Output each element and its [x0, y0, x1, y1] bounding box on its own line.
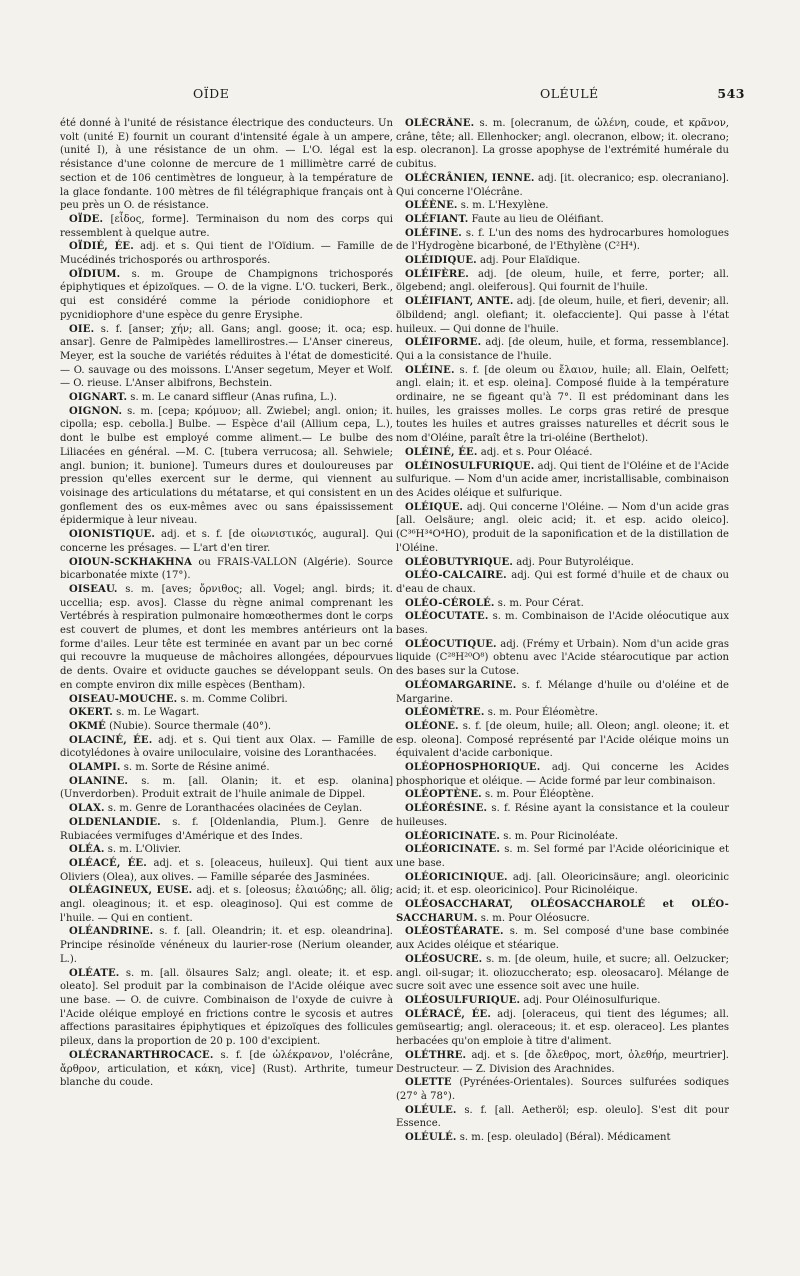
entry-definition: s. f. [Oldenlandia, Plum.]. Genre de Rubiacées vermifuges d'Amérique et des Indes. — [60, 816, 393, 842]
entry-definition: s. f. [all. Oleandrin; it. et esp. oleandrina]. Principe résinoïde vénéneux du laurier-rose (Nerium oleander, L.). — [60, 926, 393, 965]
entry-headword: OLÉOPTÈNE. — [405, 789, 482, 801]
entry-definition: s. f. [de oleum ou ἔλαιον, huile; all. Elain, Oelfett; angl. elain; it. et esp. oleina]. Composé fluide à la température ordinaire, ne se figeant qu'à 7°. Il est prédominant dans les huiles, les graisses molles. Le corps gras retiré de presque toutes les huiles et autres graisses naturelles et décrit sous le nom d'Oléine, paraît être la tri-oléine (Berthelot). — [396, 364, 729, 445]
entry-definition: adj. Qui concerne l'Oléine. — Nom d'un acide gras [all. Oelsäure; angl. oleic acid; it. et esp. acido oleico]. (C³⁶H³⁴O⁴HO), produit de la saponification et de la distillation de l'Oléine. — [396, 501, 729, 554]
entry-headword: OÏDIUM. — [69, 268, 121, 280]
entry-headword: OLÉTHRE. — [405, 1049, 467, 1061]
dictionary-entry — [60, 720, 393, 734]
entry-headword: OKMÉ — [69, 720, 106, 732]
entry-definition: adj. Qui est formé d'huile et de chaux ou d'eau de chaux. — [396, 570, 729, 595]
dictionary-entry — [60, 583, 393, 693]
dictionary-entry — [396, 1131, 729, 1145]
entry-definition: s. m. Pour Cérat. — [497, 597, 584, 609]
dictionary-entry — [396, 761, 729, 788]
entry-headword: OLÉIFÈRE. — [405, 268, 469, 280]
entry-headword: OLÉCRANARTHROCACE. — [69, 1049, 214, 1061]
dictionary-entry — [396, 953, 729, 994]
dictionary-entry — [396, 227, 729, 254]
entry-definition: adj. Pour Elaïdique. — [480, 255, 581, 267]
entry-definition: s. f. [all. Aetheröl; esp. oleulo]. S'est dit pour Essence. — [396, 1104, 729, 1130]
entry-headword: OLÉINÉ, ÉE. — [405, 446, 478, 458]
entry-definition: adj. et s. [oleosus; ἐλαιώδης; all. ölig; angl. oleaginous; it. et esp. oleaginoso]. Qui est comme de l'huile. — Qui en contient. — [60, 885, 393, 924]
dictionary-entry — [396, 871, 729, 898]
entry-definition: adj. [all. Oleoricinsäure; angl. oleoricinic acid; it. et esp. oleoricinico]. Pour Ricinoléique. — [396, 871, 729, 897]
dictionary-entry — [60, 693, 393, 707]
entry-headword: OLÉOMARGARINE. — [405, 679, 517, 691]
entry-definition: s. m. [olecranum, de ὠλένη, coude, et κρᾶνον, crâne, tête; all. Ellenhocker; angl. olecranon, elbow; it. olecrano; esp. olecranon]. La grosse apophyse de l'extrémité humérale du cubitus. — [396, 118, 729, 171]
dictionary-entry — [60, 706, 393, 720]
dictionary-entry — [396, 336, 729, 363]
entry-headword: OLÉO-CALCAIRE. — [405, 570, 507, 582]
entry-definition: s. m. Pour Ricinoléate. — [503, 830, 619, 842]
entry-definition: (Pyrénées-Orientales). Sources sulfurées sodiques (27° à 78°). — [396, 1077, 729, 1102]
entry-headword: OLÉINOSULFURIQUE. — [405, 460, 535, 472]
dictionary-entry — [396, 830, 729, 844]
dictionary-entry — [60, 528, 393, 555]
entry-definition: s. f. [de oleum, huile; all. Oleon; angl. oleone; it. et esp. oleona]. Composé représenté par l'Acide oléique moins un équivalent d'acide carbonique. — [396, 720, 729, 760]
entry-definition: adj. Pour Butyroléique. — [516, 556, 634, 568]
entry-headword: OLÉCRÂNIEN, IENNE. — [405, 172, 535, 184]
dictionary-entry — [396, 1049, 729, 1076]
entry-headword: OIGNART. — [69, 392, 128, 404]
entry-definition: adj. et s. f. [de οἰωνιστικός, augural]. Qui concerne les présages. — L'art d'en tirer. — [60, 529, 393, 554]
dictionary-entry — [396, 1076, 729, 1103]
entry-definition: s. m. L'Olivier. — [107, 844, 182, 856]
entry-headword: OLÉULÉ. — [405, 1132, 457, 1144]
entry-headword: OLÉORÉSINE. — [405, 803, 488, 815]
entry-headword: OLÉÈNE. — [405, 200, 458, 212]
entry-definition: [εἶδος, forme]. Terminaison du nom des corps qui ressemblent à quelque autre. — [60, 213, 393, 239]
dictionary-entry — [396, 501, 729, 556]
entry-headword: OLAMPI. — [69, 762, 121, 774]
entry-headword: OIE. — [69, 323, 95, 335]
running-header — [55, 86, 745, 104]
dictionary-entry — [396, 364, 729, 446]
entry-definition: s. m. [de oleum, huile, et sucre; all. Oelzucker; angl. oil-sugar; it. oliozuccherato; esp. oleosacaro]. Mélange de sucre soit avec une essence soit avec une huile. — [396, 953, 729, 993]
entry-headword: OLDENLANDIE. — [69, 816, 161, 828]
dictionary-entry — [396, 117, 729, 172]
dictionary-entry — [396, 172, 729, 199]
entry-definition: adj. Qui concerne les Acides phosphorique et oléique. — Acide formé par leur combinaison. — [396, 762, 729, 787]
entry-definition: s. f. L'un des noms des hydrocarbures homologues de l'Hydrogène bicarboné, de l'Ethylène (C²H⁴). — [396, 227, 729, 253]
dictionary-entry — [60, 843, 393, 857]
dictionary-entry — [396, 679, 729, 706]
entry-definition: s. m. Combinaison de l'Acide oléocutique aux bases. — [396, 611, 729, 637]
entry-headword: OIGNON. — [69, 405, 123, 417]
entry-headword: OLANINE. — [69, 775, 129, 787]
entry-headword: OLAX. — [69, 803, 105, 815]
entry-definition: adj. Qui tient de l'Oléine et de l'Acide sulfurique. — Nom d'un acide amer, incristallisable, combinaison des Acides oléique et sulfurique. — [396, 460, 729, 499]
entry-headword: OLÉIQUE. — [405, 501, 464, 513]
dictionary-entry — [60, 802, 393, 816]
entry-headword: OLÉOCUTIQUE. — [405, 638, 497, 650]
entry-headword: OLÉONE. — [405, 720, 459, 732]
entry-definition: (Nubie). Source thermale (40°). — [109, 720, 272, 732]
header-first-entry: OÏDE — [193, 86, 230, 101]
entry-definition: adj. et s. [de ὄλεθρος, mort, ὀλεθήρ, meurtrier]. Destructeur. — Z. Division des Arachnides. — [396, 1049, 729, 1075]
entry-definition: été donné à l'unité de résistance électrique des conducteurs. Un volt (unité E) fournit un courant d'intensité égale à un ampere, (unité I), à une résistance de un ohm. — L'O. légal est la résistance d'une colonne de mercure de 1 millimètre carré de section et de 106 centimètres de longueur, à la température de la glace fondante. 100 mètres de fil télégraphique français ont à peu près un O. de résistance. — [60, 118, 393, 212]
dictionary-entry — [60, 884, 393, 925]
dictionary-entry — [396, 295, 729, 336]
entry-headword: OLÉULE. — [405, 1104, 457, 1116]
dictionary-entry — [396, 610, 729, 637]
entry-definition: adj. [de oleum, huile, et forma, ressemblance]. Qui a la consistance de l'huile. — [396, 337, 729, 362]
dictionary-entry — [60, 268, 393, 323]
entry-definition: s. m. [aves; ὄρνιθος; all. Vogel; angl. birds; it. uccellia; esp. avos]. Classe du règne animal comprenant les Vertébrés à respiration pulmonaire homœothermes dont le corps est couvert de plumes, et dont les membres antérieurs ont la forme d'ailes. Leur tête est terminée en avant par un bec corné qui recouvre la muqueuse de mâchoires allongées, dépourvues de dents. Ovaire et oviducte gauches se développant seuls. On en compte environ dix mille espèces (Bentham). — [60, 583, 393, 691]
entry-definition: s. m. [esp. oleulado] (Béral). Médicament — [459, 1132, 671, 1144]
dictionary-entry — [60, 816, 393, 843]
entry-definition: adj. (Frémy et Urbain). Nom d'un acide gras liquide (C²⁸H²⁰O⁸) obtenu avec l'Acide stéarocutique par action des bases sur la Cutose. — [396, 638, 729, 678]
entry-definition: s. m. Comme Colibri. — [180, 693, 288, 705]
entry-headword: OLÉOSUCRE. — [405, 953, 483, 965]
dictionary-entry — [60, 323, 393, 392]
entry-definition: s. m. Pour Oléosucre. — [480, 912, 590, 924]
dictionary-entry — [396, 446, 729, 460]
entry-headword: OLÉOCUTATE. — [405, 611, 489, 623]
entry-headword: OLÉORICINATE. — [405, 844, 501, 856]
entry-definition: s. m. Pour Éléoptène. — [485, 789, 594, 801]
entry-definition: s. m. Sel formé par l'Acide oléoricinique et une base. — [396, 844, 729, 869]
entry-definition: s. m. [all. ölsaures Salz; angl. oleate; it. et esp. oleato]. Sel produit par la combinaison de l'Acide oléique avec une base. — O. de cuivre. Combinaison de l'oxyde de cuivre à l'Acide oléique employé en frictions contre le sycosis et autres affections parasitaires épiphytiques et épizoïques des follicules pileux, dans la proportion de 20 p. 100 d'excipient. — [60, 967, 393, 1048]
dictionary-entry — [396, 720, 729, 761]
entry-headword: OLÉCRÂNE. — [405, 118, 475, 129]
dictionary-entry — [396, 788, 729, 802]
entry-definition: s. f. [de ὠλέκρανον, l'olécrâne, ἄρθρον, articulation, et κάκη, vice] (Rust). Arthrite, tumeur blanche du coude. — [60, 1049, 393, 1089]
entry-definition: s. f. Résine ayant la consistance et la couleur huileuses. — [396, 803, 729, 828]
dictionary-entry — [60, 734, 393, 761]
entry-definition: adj. Pour Oléinosulfurique. — [523, 995, 661, 1006]
dictionary-entry — [396, 460, 729, 501]
dictionary-entry — [396, 199, 729, 213]
dictionary-entry — [60, 857, 393, 884]
dictionary-entry — [60, 967, 393, 1049]
entry-headword: OLÉORICINATE. — [405, 830, 501, 842]
dictionary-entry — [396, 706, 729, 720]
entry-definition: s. m. L'Hexylène. — [460, 200, 549, 212]
dictionary-entry — [396, 569, 729, 596]
entry-headword: OLÉINE. — [405, 364, 455, 376]
entry-headword: OLÉOMÈTRE. — [405, 707, 485, 719]
dictionary-entry — [60, 761, 393, 775]
entry-definition: adj. et s. [oleaceus, huileux]. Qui tient aux Oliviers (Olea), aux olives. — Famille séparée des Jasminées. — [60, 857, 393, 883]
entry-headword: OLÉOBUTYRIQUE. — [405, 556, 513, 568]
entry-definition: s. m. Pour Éléomètre. — [487, 707, 599, 719]
dictionary-entry — [396, 925, 729, 952]
dictionary-entry — [60, 240, 393, 267]
dictionary-entry — [60, 405, 393, 528]
entry-headword: OLETTE — [405, 1077, 452, 1089]
entry-definition: s. m. Le Wagart. — [116, 707, 200, 719]
right-column — [396, 117, 729, 1257]
entry-headword: OLÉRACÉ, ÉE. — [405, 1008, 491, 1020]
dictionary-entry — [396, 843, 729, 870]
entry-definition: s. m. [all. Olanin; it. et esp. olanina] (Unverdorben). Produit extrait de l'huile animale de Dippel. — [60, 775, 393, 801]
entry-headword: OLÉIFORME. — [405, 337, 482, 349]
dictionary-entry — [60, 775, 393, 802]
left-column — [60, 117, 393, 1257]
entry-headword: OLÉOPHOSPHORIQUE. — [405, 762, 541, 774]
entry-headword: OLÉFIANT. — [405, 213, 469, 225]
dictionary-entry — [60, 391, 393, 405]
entry-headword: OLÉOSULFURIQUE. — [405, 995, 521, 1006]
entry-definition: adj. [it. olecranico; esp. olecraniano]. Qui concerne l'Olécrâne. — [396, 172, 729, 198]
dictionary-entry — [60, 117, 393, 213]
entry-headword: OISEAU. — [69, 583, 118, 595]
dictionary-entry — [396, 213, 729, 227]
dictionary-entry — [396, 1104, 729, 1131]
entry-headword: OLÉIFIANT, ANTE. — [405, 296, 514, 308]
dictionary-entry — [60, 213, 393, 240]
dictionary-entry — [396, 802, 729, 829]
dictionary-entry — [396, 254, 729, 268]
dictionary-entry — [60, 1049, 393, 1090]
entry-definition: s. m. Sorte de Résine animé. — [123, 762, 270, 774]
entry-headword: OISEAU-MOUCHE. — [69, 693, 178, 705]
page-number: 543 — [717, 86, 745, 101]
entry-headword: OLÉATE. — [69, 967, 120, 979]
entry-headword: OÏDIÉ, ÉE. — [69, 241, 134, 253]
entry-headword: OLÉACÉ, ÉE. — [69, 857, 147, 869]
entry-headword: OLÉAGINEUX, EUSE. — [69, 885, 193, 897]
entry-definition: adj. [de oleum, huile, et fieri, devenir; all. ölbildend; angl. olefiant; it. olefacciente]. Qui passe à l'état huileux. — Qui donne de l'huile. — [396, 296, 729, 335]
header-last-entry: OLÉULÉ — [540, 86, 599, 101]
entry-headword: OÏDE. — [69, 213, 104, 225]
entry-definition: s. m. [cepa; κρόμυον; all. Zwiebel; angl. onion; it. cipolla; esp. cebolla.] Bulbe. — Espèce d'ail (Allium cepa, L.), dont le bulbe est employé comme aliment.— Le bulbe des Liliacées en général. —M. C. [tubera verrucosa; all. Sehwiele; angl. bunion; it. bunione]. Tumeurs dures et douloureuses par pression qu'elles exercent sur le derme, qui viennent au voisinage des articulations du métatarse, et qui consistent en un gonflement des os eux-mêmes avec ou sans épaississement épidermique à leur niveau. — [60, 405, 393, 527]
entry-headword: OLÉFINE. — [405, 227, 462, 239]
entry-headword: OLÉA. — [69, 844, 105, 856]
dictionary-entry — [396, 1008, 729, 1049]
entry-definition: adj. et s. Qui tient de l'Oïdium. — Famille de Mucédinés trichosporés ou arthrosporés. — [60, 241, 393, 267]
entry-definition: adj. [de oleum, huile, et ferre, porter; all. ölgebend; angl. oleiferous]. Qui fournit de l'huile. — [396, 268, 729, 294]
entry-headword: OLÉANDRINE. — [69, 926, 154, 938]
entry-headword: OLACINÉ, ÉE. — [69, 734, 153, 746]
entry-definition: adj. et s. Pour Oléacé. — [480, 446, 593, 458]
entry-headword: OLÉOSTÉARATE. — [405, 926, 504, 938]
entry-headword: OLÉO-CÉROLÉ. — [405, 597, 495, 609]
dictionary-entry — [60, 556, 393, 583]
entry-headword: OLÉIDIQUE. — [405, 255, 477, 267]
entry-definition: s. m. Genre de Loranthacées olacinées de Ceylan. — [107, 803, 363, 815]
dictionary-entry — [396, 597, 729, 611]
entry-definition: s. m. Le canard siffleur (Anas rufina, L.). — [130, 392, 337, 404]
dictionary-entry — [60, 925, 393, 966]
dictionary-entry — [396, 898, 729, 925]
entry-headword: OIOUN-SCKHAKHNA — [69, 556, 193, 568]
dictionary-entry — [396, 268, 729, 295]
dictionary-entry — [396, 994, 729, 1008]
entry-headword: OLÉORICINIQUE. — [405, 871, 508, 883]
entry-definition: adj. [oleraceus, qui tient des légumes; all. gemüseartig; angl. oleraceous; it. et esp. oleraceo]. Les plantes herbacées qu'on emploie à titre d'aliment. — [396, 1008, 729, 1048]
entry-headword: OLÉOSACCHARAT, OLÉOSACCHAROLÉ et OLÉO-SACCHARUM. — [396, 899, 729, 924]
entry-definition: Faute au lieu de Oléifiant. — [471, 213, 604, 225]
entry-definition: ou FRAIS-VALLON (Algérie). Source bicarbonatée mixte (17°). — [60, 556, 393, 582]
entry-definition: s. f. Mélange d'huile ou d'oléine et de Margarine. — [396, 679, 729, 705]
entry-headword: OKERT. — [69, 707, 113, 719]
entry-headword: OIONISTIQUE. — [69, 529, 156, 541]
entry-definition: s. f. [anser; χήν; all. Gans; angl. goose; it. oca; esp. ansar]. Genre de Palmipèdes lamellirostres.— L'Anser cinereus, Meyer, est la souche de variétés réduites à l'état de domesticité. — O. sauvage ou des moissons. L'Anser segetum, Meyer et Wolf. — O. rieuse. L'Anser albifrons, Bechstein. — [60, 323, 393, 390]
dictionary-entry — [396, 638, 729, 679]
entry-definition: s. m. Groupe de Champignons trichosporés épiphytiques et épizoïques. — O. de la vigne. L'O. tuckeri, Berk., qui est considéré comme la période conidiophore et pycnidiophore d'une espèce du genre Erysiphe. — [60, 268, 393, 321]
entry-definition: adj. et s. Qui tient aux Olax. — Famille de dicotylédones à ovaire uniloculaire, voisine des Loranthacées. — [60, 734, 393, 760]
entry-definition: s. m. Sel composé d'une base combinée aux Acides oléique et stéarique. — [396, 926, 729, 952]
dictionary-entry — [396, 556, 729, 570]
